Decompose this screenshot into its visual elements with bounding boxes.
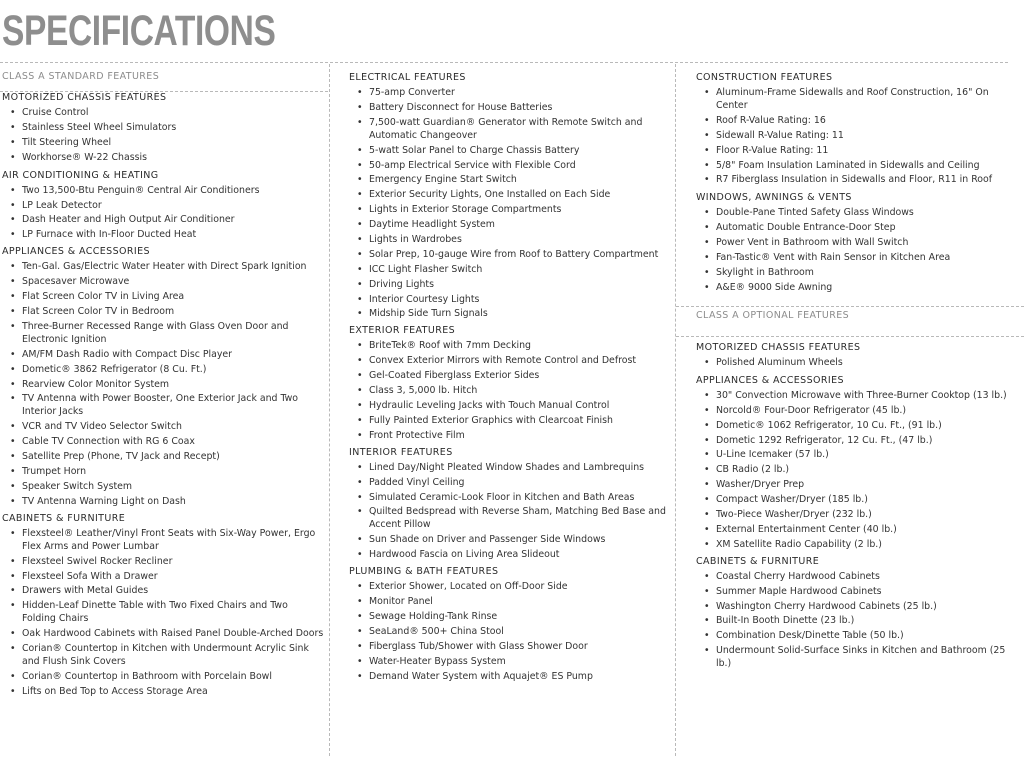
feature-item: • Sidewall R-Value Rating: 11 bbox=[696, 129, 1016, 142]
feature-item: • Undermount Solid-Surface Sinks in Kitchen and Bathroom (25 lb.) bbox=[696, 644, 1016, 670]
feature-item: • Sun Shade on Driver and Passenger Side Windows bbox=[349, 533, 669, 546]
feature-list-appliances-and-accessories bbox=[2, 260, 324, 507]
feature-item: • Speaker Switch System bbox=[2, 480, 324, 493]
feature-item: • Automatic Double Entrance-Door Step bbox=[696, 221, 1016, 234]
feature-list-air-conditioning-and-heating bbox=[2, 184, 324, 242]
feature-list-appliances-and-accessories bbox=[696, 389, 1016, 551]
feature-item: • Spacesaver Microwave bbox=[2, 275, 324, 288]
feature-item: • Stainless Steel Wheel Simulators bbox=[2, 121, 324, 134]
feature-item: • Flat Screen Color TV in Living Area bbox=[2, 290, 324, 303]
feature-item: • BriteTek® Roof with 7mm Decking bbox=[349, 339, 669, 352]
feature-item: • Floor R-Value Rating: 11 bbox=[696, 144, 1016, 157]
feature-item: • Flexsteel Sofa With a Drawer bbox=[2, 570, 324, 583]
feature-item: • Quilted Bedspread with Reverse Sham, Matching Bed Base and Accent Pillow bbox=[349, 505, 669, 531]
feature-item: • SeaLand® 500+ China Stool bbox=[349, 625, 669, 638]
section-heading-appliances-and-accessories: APPLIANCES & ACCESSORIES bbox=[2, 246, 150, 258]
feature-item: • Exterior Shower, Located on Off-Door Side bbox=[349, 580, 669, 593]
feature-item: • Lights in Wardrobes bbox=[349, 233, 669, 246]
feature-item: • Gel-Coated Fiberglass Exterior Sides bbox=[349, 369, 669, 382]
feature-list-windows-awnings-and-vents bbox=[696, 206, 1016, 293]
feature-item: • Summer Maple Hardwood Cabinets bbox=[696, 585, 1016, 598]
column-2 bbox=[349, 70, 669, 685]
feature-item: • Two-Piece Washer/Dryer (232 lb.) bbox=[696, 508, 1016, 521]
feature-item: • Two 13,500-Btu Penguin® Central Air Conditioners bbox=[2, 184, 324, 197]
section-heading-motorized-chassis-features: MOTORIZED CHASSIS FEATURES bbox=[2, 92, 167, 103]
feature-item: • AM/FM Dash Radio with Compact Disc Player bbox=[2, 348, 324, 361]
feature-item: • Convex Exterior Mirrors with Remote Control and Defrost bbox=[349, 354, 669, 367]
feature-item: • Simulated Ceramic-Look Floor in Kitchen and Bath Areas bbox=[349, 491, 669, 504]
feature-item: • LP Leak Detector bbox=[2, 199, 324, 212]
feature-item: • A&E® 9000 Side Awning bbox=[696, 281, 1016, 294]
feature-item: • Solar Prep, 10-gauge Wire from Roof to Battery Compartment bbox=[349, 248, 669, 261]
feature-item: • Demand Water System with Aquajet® ES Pump bbox=[349, 670, 669, 683]
feature-item: • Built-In Booth Dinette (23 lb.) bbox=[696, 614, 1016, 627]
feature-list-motorized-chassis-features bbox=[2, 106, 324, 164]
page-title: SPECIFICATIONS bbox=[2, 7, 276, 55]
feature-item: • 7,500-watt Guardian® Generator with Remote Switch and Automatic Changeover bbox=[349, 116, 669, 142]
feature-item: • Polished Aluminum Wheels bbox=[696, 356, 1016, 369]
feature-item: • Rearview Color Monitor System bbox=[2, 378, 324, 391]
feature-item: • Lined Day/Night Pleated Window Shades and Lambrequins bbox=[349, 461, 669, 474]
feature-list-cabinets-and-furniture bbox=[2, 527, 324, 698]
feature-item: • Lights in Exterior Storage Compartments bbox=[349, 203, 669, 216]
section-heading-cabinets-and-furniture: CABINETS & FURNITURE bbox=[2, 512, 126, 524]
column-divider-1 bbox=[329, 64, 330, 756]
feature-item: • CB Radio (2 lb.) bbox=[696, 463, 1016, 476]
section-heading-air-conditioning-and-heating: AIR CONDITIONING & HEATING bbox=[2, 169, 159, 181]
feature-item: • External Entertainment Center (40 lb.) bbox=[696, 523, 1016, 536]
feature-item: • Skylight in Bathroom bbox=[696, 266, 1016, 279]
feature-item: • Driving Lights bbox=[349, 278, 669, 291]
feature-item: • Midship Side Turn Signals bbox=[349, 307, 669, 320]
feature-item: • 75-amp Converter bbox=[349, 86, 669, 99]
feature-item: • Lifts on Bed Top to Access Storage Area bbox=[2, 685, 324, 698]
feature-item: • Double-Pane Tinted Safety Glass Windows bbox=[696, 206, 1016, 219]
feature-item: • R7 Fiberglass Insulation in Sidewalls and Floor, R11 in Roof bbox=[696, 173, 1016, 186]
section-heading-electrical-features: ELECTRICAL FEATURES bbox=[349, 72, 466, 83]
feature-list-electrical-features bbox=[349, 86, 669, 320]
feature-item: • 50-amp Electrical Service with Flexible Cord bbox=[349, 159, 669, 172]
feature-item: • Washington Cherry Hardwood Cabinets (25 lb.) bbox=[696, 600, 1016, 613]
feature-item: • Compact Washer/Dryer (185 lb.) bbox=[696, 493, 1016, 506]
feature-list-construction-features bbox=[696, 86, 1016, 186]
feature-item: • Washer/Dryer Prep bbox=[696, 478, 1016, 491]
section-heading-windows-awnings-and-vents: WINDOWS, AWNINGS & VENTS bbox=[696, 192, 852, 204]
feature-list-interior-features bbox=[349, 461, 669, 561]
feature-item: • Drawers with Metal Guides bbox=[2, 584, 324, 597]
feature-item: • Trumpet Horn bbox=[2, 465, 324, 478]
feature-item: • U-Line Icemaker (57 lb.) bbox=[696, 448, 1016, 461]
feature-item: • Three-Burner Recessed Range with Glass Oven Door and Electronic Ignition bbox=[2, 320, 324, 346]
feature-item: • Hydraulic Leveling Jacks with Touch Manual Control bbox=[349, 399, 669, 412]
feature-item: • Fiberglass Tub/Shower with Glass Shower Door bbox=[349, 640, 669, 653]
feature-item: • Flat Screen Color TV in Bedroom bbox=[2, 305, 324, 318]
feature-item: • Hardwood Fascia on Living Area Slideout bbox=[349, 548, 669, 561]
feature-item: • 30" Convection Microwave with Three-Burner Cooktop (13 lb.) bbox=[696, 389, 1016, 402]
feature-item: • Battery Disconnect for House Batteries bbox=[349, 101, 669, 114]
feature-item: • Tilt Steering Wheel bbox=[2, 136, 324, 149]
feature-item: • Padded Vinyl Ceiling bbox=[349, 476, 669, 489]
feature-item: • Roof R-Value Rating: 16 bbox=[696, 114, 1016, 127]
class-heading-class-a-standard-features: CLASS A STANDARD FEATURES bbox=[2, 71, 160, 82]
feature-list-cabinets-and-furniture bbox=[696, 570, 1016, 670]
feature-item: • Power Vent in Bathroom with Wall Switch bbox=[696, 236, 1016, 249]
feature-item: • Cable TV Connection with RG 6 Coax bbox=[2, 435, 324, 448]
feature-item: • Oak Hardwood Cabinets with Raised Panel Double-Arched Doors bbox=[2, 627, 324, 640]
feature-item: • Dash Heater and High Output Air Conditioner bbox=[2, 213, 324, 226]
feature-item: • Fully Painted Exterior Graphics with Clearcoat Finish bbox=[349, 414, 669, 427]
feature-item: • Daytime Headlight System bbox=[349, 218, 669, 231]
feature-item: • Flexsteel Swivel Rocker Recliner bbox=[2, 555, 324, 568]
feature-item: • Emergency Engine Start Switch bbox=[349, 173, 669, 186]
feature-item: • Ten-Gal. Gas/Electric Water Heater with Direct Spark Ignition bbox=[2, 260, 324, 273]
feature-item: • Front Protective Film bbox=[349, 429, 669, 442]
feature-item: • Sewage Holding-Tank Rinse bbox=[349, 610, 669, 623]
feature-item: • Corian® Countertop in Bathroom with Porcelain Bowl bbox=[2, 670, 324, 683]
column-1 bbox=[2, 70, 324, 700]
feature-item: • TV Antenna with Power Booster, One Exterior Jack and Two Interior Jacks bbox=[2, 392, 324, 418]
title-rule bbox=[0, 62, 1008, 63]
feature-item: • 5-watt Solar Panel to Charge Chassis Battery bbox=[349, 144, 669, 157]
feature-item: • Flexsteel® Leather/Vinyl Front Seats with Six-Way Power, Ergo Flex Arms and Power Lumbar bbox=[2, 527, 324, 553]
feature-item: • Combination Desk/Dinette Table (50 lb.) bbox=[696, 629, 1016, 642]
feature-item: • Fan-Tastic® Vent with Rain Sensor in Kitchen Area bbox=[696, 251, 1016, 264]
section-heading-cabinets-and-furniture: CABINETS & FURNITURE bbox=[696, 555, 820, 567]
feature-item: • Norcold® Four-Door Refrigerator (45 lb.) bbox=[696, 404, 1016, 417]
feature-item: • Class 3, 5,000 lb. Hitch bbox=[349, 384, 669, 397]
feature-list-motorized-chassis-features bbox=[696, 356, 1016, 369]
feature-item: • Satellite Prep (Phone, TV Jack and Recept) bbox=[2, 450, 324, 463]
class-heading-class-a-optional-features: CLASS A OPTIONAL FEATURES bbox=[696, 309, 850, 321]
feature-list-exterior-features bbox=[349, 339, 669, 441]
feature-item: • XM Satellite Radio Capability (2 lb.) bbox=[696, 538, 1016, 551]
section-heading-plumbing-and-bath-features: PLUMBING & BATH FEATURES bbox=[349, 566, 499, 578]
section-heading-interior-features: INTERIOR FEATURES bbox=[349, 446, 453, 458]
feature-item: • Dometic 1292 Refrigerator, 12 Cu. Ft., (47 lb.) bbox=[696, 434, 1016, 447]
feature-item: • Exterior Security Lights, One Installed on Each Side bbox=[349, 188, 669, 201]
feature-item: • Corian® Countertop in Kitchen with Undermount Acrylic Sink and Flush Sink Covers bbox=[2, 642, 324, 668]
column-3 bbox=[696, 70, 1016, 672]
feature-item: • Workhorse® W-22 Chassis bbox=[2, 151, 324, 164]
feature-item: • VCR and TV Video Selector Switch bbox=[2, 420, 324, 433]
section-heading-construction-features: CONSTRUCTION FEATURES bbox=[696, 72, 833, 83]
feature-item: • LP Furnace with In-Floor Ducted Heat bbox=[2, 228, 324, 241]
feature-item: • Coastal Cherry Hardwood Cabinets bbox=[696, 570, 1016, 583]
feature-item: • Dometic® 3862 Refrigerator (8 Cu. Ft.) bbox=[2, 363, 324, 376]
feature-item: • 5/8" Foam Insulation Laminated in Sidewalls and Ceiling bbox=[696, 159, 1016, 172]
feature-item: • TV Antenna Warning Light on Dash bbox=[2, 495, 324, 508]
feature-item: • ICC Light Flasher Switch bbox=[349, 263, 669, 276]
feature-item: • Monitor Panel bbox=[349, 595, 669, 608]
feature-item: • Aluminum-Frame Sidewalls and Roof Construction, 16" On Center bbox=[696, 86, 1016, 112]
feature-item: • Water-Heater Bypass System bbox=[349, 655, 669, 668]
feature-list-plumbing-and-bath-features bbox=[349, 580, 669, 682]
section-heading-exterior-features: EXTERIOR FEATURES bbox=[349, 325, 456, 337]
column-divider-2 bbox=[675, 64, 676, 756]
feature-item: • Hidden-Leaf Dinette Table with Two Fixed Chairs and Two Folding Chairs bbox=[2, 599, 324, 625]
feature-item: • Cruise Control bbox=[2, 106, 324, 119]
section-heading-appliances-and-accessories: APPLIANCES & ACCESSORIES bbox=[696, 374, 844, 386]
feature-item: • Dometic® 1062 Refrigerator, 10 Cu. Ft., (91 lb.) bbox=[696, 419, 1016, 432]
section-heading-motorized-chassis-features: MOTORIZED CHASSIS FEATURES bbox=[696, 341, 861, 353]
feature-item: • Interior Courtesy Lights bbox=[349, 293, 669, 306]
